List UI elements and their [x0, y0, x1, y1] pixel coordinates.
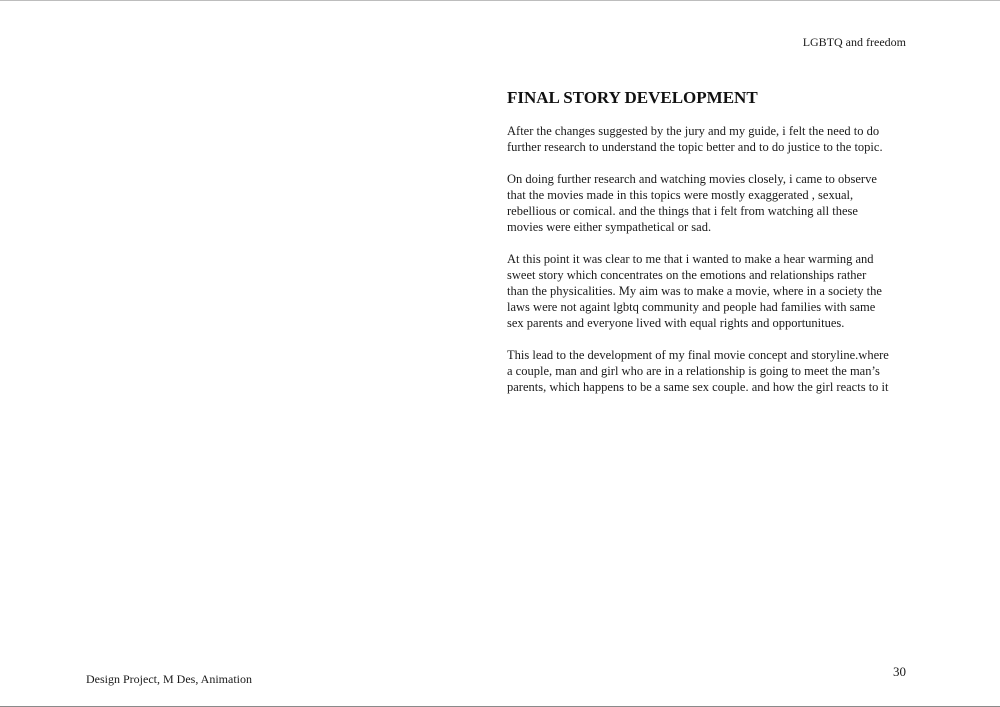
paragraph-line: This lead to the development of my final movie concept and storyline.where — [507, 348, 889, 362]
paragraph-line: After the changes suggested by the jury and my guide, i felt the need to do — [507, 124, 880, 138]
paragraph-line: movies were either sympathetical or sad. — [507, 220, 712, 234]
paragraph-line: On doing further research and watching movies closely, i came to observe — [507, 172, 877, 186]
paragraph-line: further research to understand the topic better and to do justice to the topic. — [507, 140, 883, 154]
paragraph-line: At this point it was clear to me that i wanted to make a hear warming and — [507, 252, 874, 266]
paragraph-4 — [507, 347, 917, 395]
paragraph-line: than the physicalities. My aim was to make a movie, where in a society the — [507, 284, 882, 298]
paragraph-line: parents, which happens to be a same sex couple. and how the girl reacts to it — [507, 380, 889, 394]
paragraph-line: that the movies made in this topics were mostly exaggerated , sexual, — [507, 188, 854, 202]
section-heading: FINAL STORY DEVELOPMENT — [507, 88, 758, 107]
paragraph-line: a couple, man and girl who are in a relationship is going to meet the man’s — [507, 364, 880, 378]
running-header: LGBTQ and freedom — [802, 35, 906, 49]
paragraph-1 — [507, 123, 917, 155]
paragraph-line: rebellious or comical. and the things that i felt from watching all these — [507, 204, 858, 218]
paragraph-line: sex parents and everyone lived with equal rights and opportunitues. — [507, 316, 845, 330]
running-footer: Design Project, M Des, Animation — [86, 672, 252, 686]
paragraph-2 — [507, 171, 917, 235]
paragraph-3 — [507, 251, 917, 331]
main-content — [507, 87, 917, 411]
paragraph-line: laws were not againt lgbtq community and people had families with same — [507, 300, 876, 314]
page-number: 30 — [893, 664, 906, 679]
paragraph-line: sweet story which concentrates on the emotions and relationships rather — [507, 268, 867, 282]
